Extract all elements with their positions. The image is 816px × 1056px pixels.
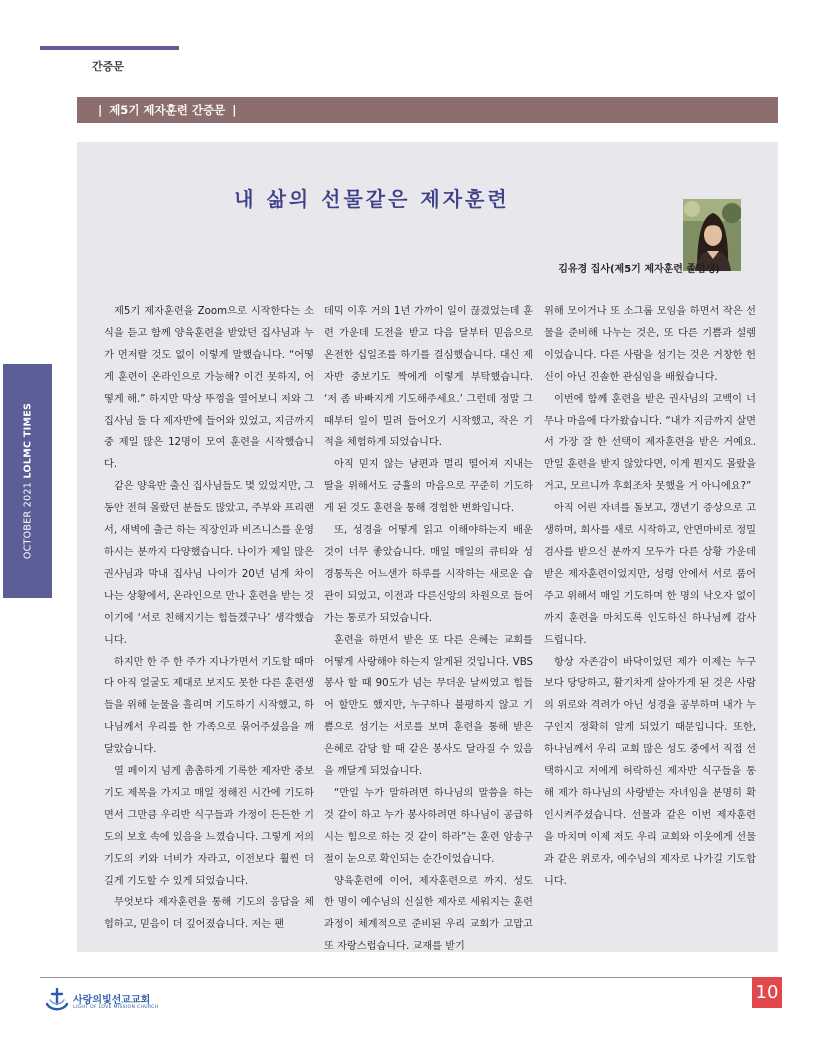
paragraph: 양육훈련에 이어, 제자훈련으로 까지. 성도 한 명이 예수님의 신실한 제자로 세워지는 훈련 과정이 체계적으로 준비된 우리 교회가 고맙고 또 자랑스럽습니다. 교재를 받기 (324, 875, 533, 953)
church-logo-icon (45, 988, 69, 1014)
article-title: 내 삶의 선물같은 제자훈련 (234, 187, 510, 211)
paragraph: “만일 누가 말하려면 하나님의 말씀을 하는 것 같이 하고 누가 봉사하려면 하나님이 공급하시는 힘으로 하는 것 같이 하라”는 훈련 암송구절이 눈으로 확인되는 순간이었습니다. (324, 787, 533, 865)
paragraph: 무엇보다 제자훈련을 통해 기도의 응답을 체험하고, 믿음이 더 깊어졌습니다. 저는 팬 (104, 897, 314, 931)
top-accent-rule (40, 46, 179, 50)
paragraph: 열 페이지 넘게 촘촘하게 기록한 제자반 중보기도 제목을 가지고 매일 정해진 시간에 기도하면서 그만큼 우리반 식구들과 가정이 든든한 기도의 보호 속에 있음을 느꼈습니다. 그렇게 저의 기도의 키와 너비가 자라고, 이전보다 훨씬 더 길게 기도할 수 있게 되었습니다. (104, 766, 314, 887)
author-byline: 김유경 집사(제5기 제자훈련 졸업생) (558, 264, 720, 275)
side-tab-text (22, 403, 33, 559)
paragraph: 하지만 한 주 한 주가 지나가면서 기도할 때마다 아직 얼굴도 제대로 보지도 못한 다른 훈련생들을 위해 눈물을 흘리며 기도하기 시작했고, 하나님께서 우리를 한 가족으로 묶어주셨음을 깨달았습니다. (104, 656, 314, 756)
paragraph: 아직 어린 자녀를 돌보고, 갱년기 증상으로 고생하며, 회사를 새로 시작하고, 안면마비로 정밀검사를 받으신 분까지 모두가 다른 상황 가운데 받은 제자훈련이었지만, 성령 안에서 서로 품어주고 위해서 매일 기도하며 한 명의 낙오자 없이까지 훈련을 마치도록 인도하신 하나님께 감사드립니다. (544, 503, 756, 646)
paragraph-continued: 데믹 이후 거의 1년 가까이 일이 끊겼었는데 훈련 가운데 도전을 받고 다음 달부터 믿음으로 온전한 십일조를 하기를 결심했습니다. 대신 제자반 중보기도 짝에게 이렇게 부탁했습니다. ‘저 좀 바빠지게 기도해주세요.’ 그런데 정말 그때부터 일이 밀려 들어오기 시작했고, 작은 기적을 체험하게 되었습니다. (324, 306, 533, 449)
banner-bar-right: | (232, 103, 237, 117)
church-name: 사랑의빛선교교회 (73, 995, 151, 1006)
section-label: 간증문 (92, 60, 124, 73)
paragraph: 훈련을 하면서 받은 또 다른 은혜는 교회를 어떻게 사랑해야 하는지 알게된 것입니다. VBS 봉사 할 때 90도가 넘는 무더운 날씨였고 힘들어 할만도 했지만, 누구하나 불평하지 않고 기쁨으로 섬기는 서로를 보며 훈련을 통해 받은 은혜로 감당 할 때 같은 봉사도 달라질 수 있음을 깨달게 되었습니다. (324, 634, 533, 778)
paragraph: 이번에 함께 훈련을 받은 권사님의 고백이 너무나 마음에 다가왔습니다. “내가 지금까지 살면서 가장 잘 한 선택이 제자훈련을 받은 거예요. 만일 훈련을 받지 않았다면, 이게 뭔지도 몰랐을 거고, 모르니까 후회조차 못했을 거 아니에요?” (544, 393, 756, 493)
paragraph: 또, 성경을 어떻게 읽고 이해야하는지 배운 것이 너무 좋았습니다. 매일 매일의 큐티와 성경통독은 어느샌가 하루를 시작하는 새로운 습관이 되었고, 이전과 다른신앙의 차원으로 들어가는 통로가 되었습니다. (324, 525, 533, 624)
publication-name: LOLMC TIMES (22, 402, 33, 479)
article-column-2 (324, 301, 533, 958)
paragraph: 항상 자존감이 바닥이었던 제가 이제는 누구보다 당당하고, 활기차게 살아가게 된 것은 사람의 위로와 격려가 아닌 성경을 공부하며 내가 누구인지 정확히 알게 되었기 때문입니다. 또한, 하나님께서 우리 교회 많은 성도 중에서 직접 선택하시고 저에게 허락하신 제자반 식구들을 통해 제가 하나님의 사랑받는 자녀임을 분명히 확인시켜주셨습니다. 선물과 같은 이번 제자훈련을 마치며 이제 저도 우리 교회와 이웃에게 선물과 같은 위로자, 예수님의 제자로 나가길 기도합니다. (544, 656, 756, 887)
side-issue-tab (3, 364, 52, 598)
paragraph: 같은 양육반 출신 집사님들도 몇 있었지만, 그동안 전혀 몰랐던 분들도 많았고, 주부와 프리랜서, 새벽에 출근 하는 직장인과 비즈니스를 운영하시는 분까지 다양했습니다. 나이가 제일 많은 권사님과 막내 집사님 나이가 20년 넘게 차이 나는 상황에서, 온라인으로 만나 훈련을 받는 것이기에 ‘서로 친해지기는 힘들겠구나’ 생각했습니다. (104, 481, 314, 646)
footer-rule (40, 977, 778, 978)
church-english-name: LIGHT OF LOVE MISSION CHURCH (73, 1005, 159, 1010)
paragraph: 아직 믿지 않는 남편과 멀리 떨어져 지내는 딸을 위해서도 긍휼의 마음으로 꾸준히 기도하게 된 것도 훈련을 통해 경험한 변화입니다. (324, 459, 533, 515)
series-banner-text: 제5기 제자훈련 간증문 (109, 103, 226, 117)
article-column-3 (544, 301, 756, 892)
banner-bar-left: | (98, 103, 103, 117)
paragraph: 제5기 제자훈련을 Zoom으로 시작한다는 소식을 듣고 함께 양육훈련을 받았던 집사님과 누가 먼저랄 것도 없이 이렇게 말했습니다. “어떻게 훈련이 온라인으로 가능해? 이건 못하지, 어떻게 해.” 하지만 막상 뚜껑을 열어보니 저와 그 집사님 둘 다 제자반에 들어와 있었고, 지금까지 중 제일 많은 12명이 모여 훈련을 시작했습니다. (104, 306, 314, 471)
series-banner (77, 97, 778, 123)
article-column-1 (104, 301, 314, 936)
issue-date: OCTOBER 2021 (22, 481, 33, 560)
paragraph-continued: 위해 모이거나 또 소그룹 모임을 하면서 작은 선물을 준비해 나누는 것은, 또 다른 기쁨과 설렘이었습니다. 다른 사람을 섬기는 것은 거창한 헌신이 아닌 진솔한 관심임을 배웠습니다. (544, 306, 756, 383)
page-number: 10 (752, 977, 782, 1008)
